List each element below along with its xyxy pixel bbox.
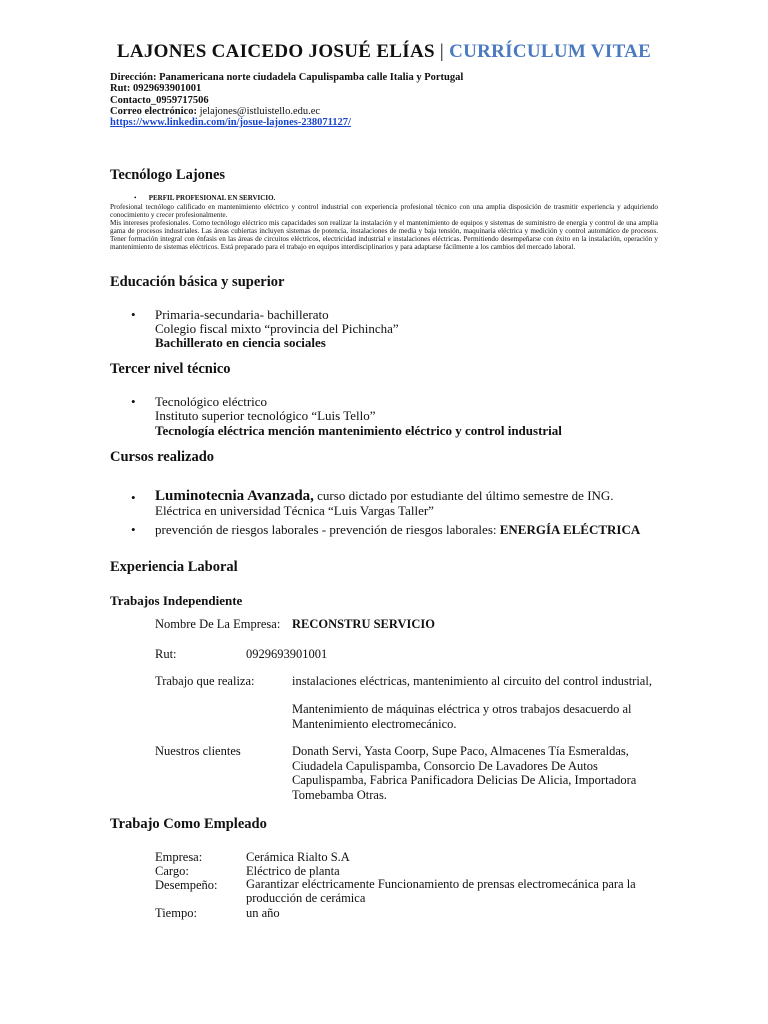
profile-heading: Tecnólogo Lajones (110, 167, 226, 183)
tertiary-degree: Tecnología eléctrica mención mantenimiento eléctrico y control industrial (155, 423, 562, 438)
education-school: Colegio fiscal mixto “provincia del Pichincha” (155, 321, 399, 336)
course-2-bold: ENERGÍA ELÉCTRICA (499, 522, 641, 537)
course-1-line2: Eléctrica en universidad Técnica “Luis Vargas Taller” (155, 503, 434, 518)
education-degree: Bachillerato en ciencia sociales (155, 335, 326, 350)
contact-email-value: jelajones@istluistello.edu.ec (196, 105, 321, 117)
employer-label: Empresa: (155, 850, 203, 864)
course-2 (155, 522, 640, 538)
profile-bullet-label: PERFIL PROFESIONAL EN SERVICIO. (148, 194, 276, 202)
contact-email (110, 106, 463, 117)
independent-heading: Trabajos Independiente (110, 593, 243, 608)
profile-text-2: Mis intereses profesionales. Como tecnólogo eléctrico mis capacidades son realizar la instalación y el mantenimiento de equipos y sistemas de suministro de energía y control de una amplia gama de procesos industriales. Las áreas cubiertas incluyen sistemas de potencia, instalaciones de media y baja tensión, maquinaria eléctrica y medición y control automático de procesos. Tener formación integral con énfasis en las áreas de circuitos eléctricos, electricidad industrial e instalaciones eléctricas. Permitiendo desempeñarse con éxito en la instalación, operación y mantenimiento de sistemas eléctricos. Está preparado para el trabajo en equipos interdisciplinarios y para adaptarse fácilmente a los cambios del mercado laboral. (110, 219, 658, 252)
contact-rut: Rut: 0929693901001 (110, 83, 202, 95)
time-label: Tiempo: (155, 906, 197, 920)
role-label: Cargo: (155, 864, 189, 878)
work-value-2: Mantenimiento de máquinas eléctrica y otros trabajos desacuerdo al Mantenimiento electromecánico. (292, 702, 632, 731)
contact-address: Dirección: Panamericana norte ciudadela Capulispamba calle Italia y Portugal (110, 72, 464, 83)
tertiary-level: Tecnológico eléctrico (155, 394, 268, 409)
course-1-text: curso dictado por estudiante del último semestre de ING. (313, 488, 614, 503)
clients-label: Nuestros clientes (155, 744, 241, 758)
time-value: un año (246, 906, 280, 920)
cv-name: LAJONES CAICEDO JOSUÉ ELÍAS (116, 41, 435, 62)
profile-bullet: • PERFIL PROFESIONAL EN SERVICIO. (134, 194, 276, 202)
employment-heading: Trabajo Como Empleado (110, 816, 267, 832)
contact-phone: Contacto_0959717506 (110, 94, 209, 106)
profile-text-1: Profesional tecnólogo calificado en mantenimiento eléctrico y control industrial con experiencia profesional técnico con una amplia disposición de trasmitir experiencia y adquiriendo conocimiento y crecer profesionalmente. (110, 203, 658, 220)
education-heading: Educación básica y superior (110, 274, 285, 290)
contact-email-label: Correo electrónico: (110, 105, 197, 117)
education-level: Primaria-secundaria- bachillerato (155, 307, 329, 322)
work-value-1: instalaciones eléctricas, mantenimiento al circuito del control industrial, (292, 674, 652, 688)
page-title (0, 41, 768, 63)
courses-heading: Cursos realizado (110, 449, 215, 465)
cv-doc-type: CURRÍCULUM VITAE (449, 41, 652, 62)
rut-label: Rut: (155, 647, 177, 661)
employer-value: Cerámica Rialto S.A (246, 850, 350, 864)
experience-heading: Experiencia Laboral (110, 559, 238, 575)
course-1-bullet: • (131, 490, 136, 505)
tertiary-bullet: • (131, 394, 136, 409)
course-2-bullet: • (131, 522, 136, 537)
clients-value: Donath Servi, Yasta Coorp, Supe Paco, Almacenes Tía Esmeraldas, Ciudadela Capulispamba, Consorcio De Lavadores De Autos Capulispamba, Fabrica Panificadora Delicias De Alicia, Importadora Tomebamba Otras. (292, 744, 637, 802)
work-label: Trabajo que realiza: (155, 674, 255, 688)
tertiary-school: Instituto superior tecnológico “Luis Tello” (155, 408, 376, 423)
company-value: RECONSTRU SERVICIO (292, 617, 435, 631)
education-bullet: • (131, 307, 136, 322)
rut-value: 0929693901001 (246, 647, 328, 661)
role-value: Eléctrico de planta (246, 864, 340, 878)
tertiary-heading: Tercer nivel técnico (110, 361, 231, 377)
course-2-text: prevención de riesgos laborales - prevención de riesgos laborales: (155, 522, 500, 537)
course-1-title: Luminotecnia Avanzada, (155, 488, 314, 504)
linkedin-link[interactable]: https://www.linkedin.com/in/josue-lajones-238071127/ (110, 117, 351, 129)
contact-block (110, 72, 463, 128)
title-separator: | (439, 41, 445, 62)
duty-label: Desempeño: (155, 878, 218, 892)
company-label: Nombre De La Empresa: (155, 617, 281, 631)
duty-value: Garantizar eléctricamente Funcionamiento de prensas electromecánica para la producción de cerámica (246, 877, 636, 905)
